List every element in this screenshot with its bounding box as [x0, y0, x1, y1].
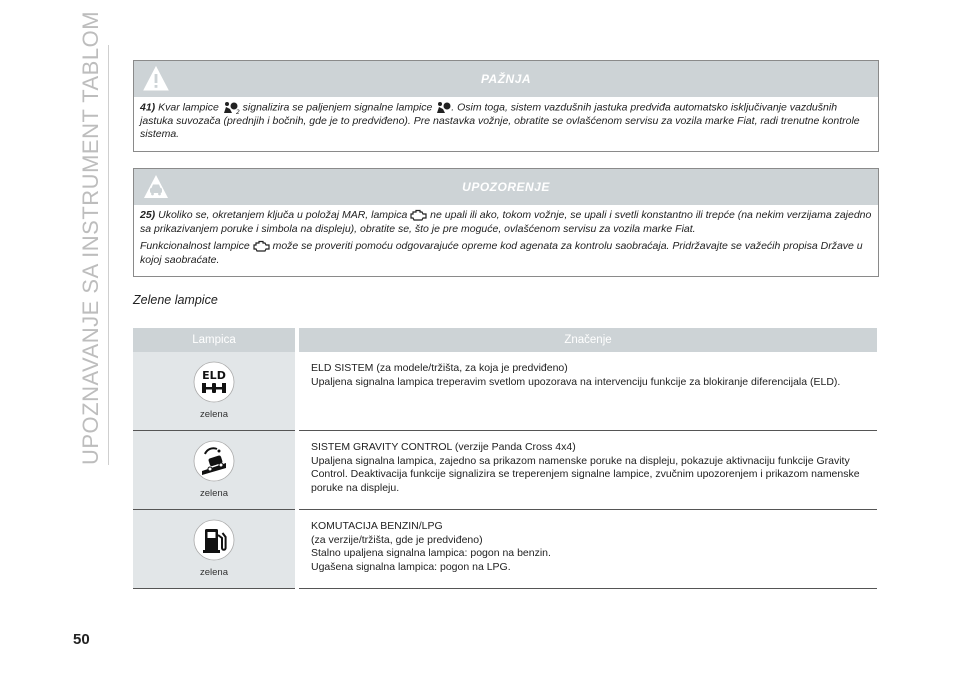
meaning-cell: [297, 431, 877, 510]
warning-text-b: signalizira se paljenjem signalne lampice: [242, 101, 433, 114]
lamp-cell: [133, 352, 297, 431]
table-row: [133, 352, 877, 431]
gravity-control-icon: [193, 440, 235, 482]
warning-box: [133, 60, 879, 152]
caution-p1-a: Ukoliko se, okretanjem ključa u položaj MAR, lampica: [158, 209, 408, 221]
green-lamps-table: [133, 328, 877, 589]
meaning-line: SISTEM GRAVITY CONTROL (verzije Panda Cross 4x4): [311, 441, 576, 453]
eld-icon: [193, 361, 235, 403]
caution-note-number: 25): [140, 209, 156, 221]
lamp-color-label: zelena: [200, 566, 228, 578]
header-lamp: Lampica: [133, 328, 297, 352]
fuel-pump-icon: [193, 519, 235, 561]
airbag-fault-icon: [222, 101, 240, 114]
lamp-color-label: zelena: [200, 487, 228, 499]
engine-check-icon: [253, 240, 270, 252]
lamp-cell: [133, 510, 297, 589]
caution-box-header: [134, 169, 878, 205]
meaning-line: (za verzije/tržišta, gde je predviđeno): [311, 533, 483, 546]
table-row: [133, 431, 877, 510]
meaning-line: KOMUTACIJA BENZIN/LPG: [311, 520, 443, 532]
airbag-icon: [435, 101, 451, 114]
warning-text-c: . Osim toga, sistem vazdušnih jastuka predviđa automatsko isključivanje vazdušnih jastuka suvozača (prednjih i bočnih, gde je to predviđeno). Pre nastavka vožnje, obratite se ovlašćenom servisu za vozila marke Fiat, radi trenutne kontrole sistema.: [140, 101, 860, 141]
meaning-cell: [297, 352, 877, 431]
svg-text:ELD: ELD: [202, 369, 226, 382]
meaning-cell: [297, 510, 877, 589]
table-row: [133, 510, 877, 589]
table-header-row: [133, 328, 877, 352]
side-chapter-title: UPOZNAVANJE SA INSTRUMENT TABLOM: [78, 10, 103, 465]
meaning-line: ELD SISTEM (za modele/tržišta, za koja je predviđeno): [311, 362, 568, 374]
lamp-color-label: zelena: [200, 408, 228, 420]
caution-box-title: UPOZORENJE: [462, 180, 550, 194]
lamp-cell: [133, 431, 297, 510]
engine-check-icon: [410, 209, 427, 221]
section-title: Zelene lampice: [133, 293, 218, 307]
warning-box-header: [134, 61, 878, 97]
meaning-line: Ugašena signalna lampica: pogon na LPG.: [311, 560, 511, 573]
caution-box-body: [134, 205, 878, 276]
meaning-line: Upaljena signalna lampica treperavim svetlom upozorava na intervenciju funkcije za blokiranje diferencijala (ELD).: [311, 375, 841, 388]
meaning-line: Upaljena signalna lampica, zajedno sa prikazom namenske poruke na displeju, pokazuje aktivnaciju funkcije Gravity Control. Deaktivacija funkcije signalizira se treperenjem signalne lampice, zvučnim upozorenjem i prikazom namenske poruke na displeju.: [311, 454, 860, 494]
warning-box-title: PAŽNJA: [480, 72, 532, 86]
meaning-line: Stalno upaljena signalna lampica: pogon na benzin.: [311, 547, 551, 559]
warning-box-body: [134, 97, 878, 151]
header-meaning: Značenje: [297, 328, 877, 352]
caution-p2-a: Funkcionalnost lampice: [140, 240, 250, 252]
caution-p1-b: ne upali ili ako, tokom vožnje, se upali i svetli konstantno ili trepće (na nekim verzijama zajedno sa prikazivanjem poruke i simbola na displeju), obratite se, što je pre moguće, ovlašćenom servisu za vozila marke Fiat.: [140, 209, 872, 235]
caution-box: [133, 168, 879, 277]
page-number: 50: [73, 631, 90, 648]
svg-text:2: 2: [235, 109, 240, 114]
warning-note-number: 41): [140, 101, 156, 114]
caution-p2-b: može se proveriti pomoću odgovarajuće opreme kod agenata za kontrolu saobraćaja. Pridržavajte se važećih propisa Države u kojoj saobraćate.: [140, 240, 863, 266]
side-divider: [108, 45, 109, 465]
warning-text-a: Kvar lampice: [158, 101, 219, 114]
